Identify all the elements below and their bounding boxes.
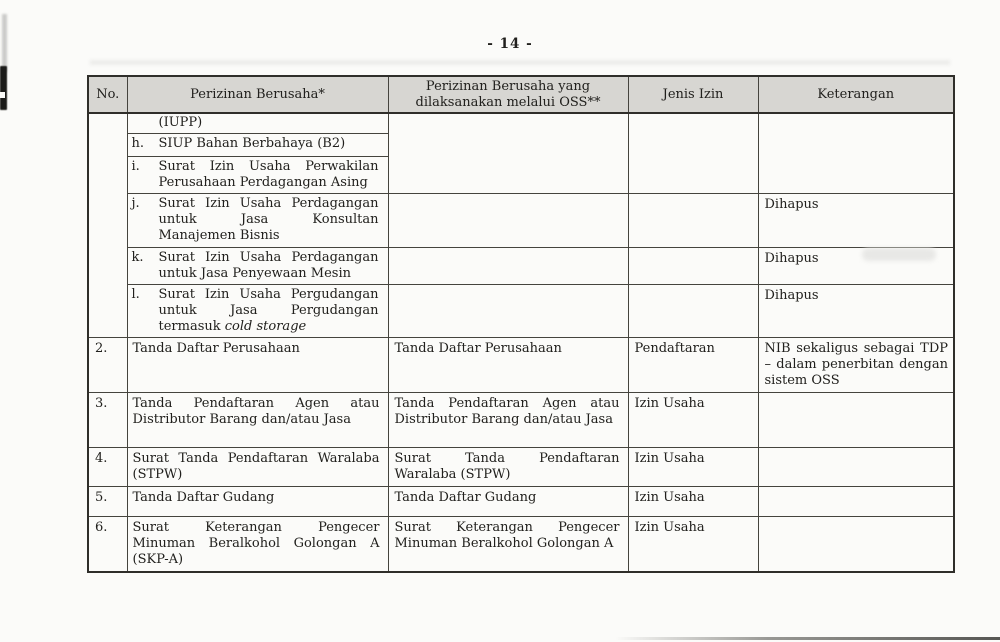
subitem-text: (IUPP)	[158, 115, 203, 130]
row-perizinan: Surat Keterangan Pengecer Minuman Beralkohol Golongan A (SKP-A)	[127, 517, 388, 573]
row-jenis-izin: Izin Usaha	[628, 517, 758, 573]
row-no: 2.	[88, 338, 127, 393]
subitem-h-cell	[127, 134, 388, 157]
col-header-keterangan: Keterangan	[758, 76, 954, 113]
subitem-text: Surat Izin Usaha Perdagangan untuk Jasa Penyewaan Mesin	[158, 250, 379, 281]
scan-artifact-smudge	[862, 248, 936, 261]
table-row-subitem-j	[88, 194, 954, 248]
row-keterangan	[758, 517, 954, 573]
subitem-label: i.	[131, 159, 140, 174]
subitem-i-cell	[127, 157, 388, 194]
subitem-l-cell	[127, 285, 388, 338]
perizinan-berusaha-table	[87, 75, 955, 573]
table-row-5	[88, 487, 954, 517]
subitem-text: Surat Izin Usaha Pergudangan untuk Jasa Pergudangan termasuk cold storage	[158, 287, 379, 334]
subitem-label: h.	[131, 136, 145, 151]
table-header-row	[88, 76, 954, 113]
table-row-4	[88, 448, 954, 487]
subitem-label: l.	[131, 287, 140, 302]
subitem-k-jenis-cell	[628, 248, 758, 285]
row-no: 6.	[88, 517, 127, 573]
row1-keterangan-cell	[758, 113, 954, 194]
row1-no-cell	[88, 113, 127, 338]
row1-jenis-cell	[628, 113, 758, 194]
subitem-j-oss-cell	[388, 194, 628, 248]
col-header-jenis-izin: Jenis Izin	[628, 76, 758, 113]
subitem-label: k.	[131, 250, 144, 265]
subitem-text: Surat Izin Usaha Perwakilan Perusahaan Perdagangan Asing	[158, 159, 379, 190]
row-jenis-izin: Pendaftaran	[628, 338, 758, 393]
subitem-l-oss-cell	[388, 285, 628, 338]
row-keterangan	[758, 393, 954, 448]
subitem-j-jenis-cell	[628, 194, 758, 248]
subitem-label	[128, 115, 159, 131]
page-number: - 14 -	[487, 36, 533, 52]
row-perizinan: Tanda Pendaftaran Agen atau Distributor Barang dan/atau Jasa	[127, 393, 388, 448]
subitem-text: Surat Izin Usaha Perdagangan untuk Jasa Konsultan Manajemen Bisnis	[158, 196, 379, 243]
row-keterangan	[758, 487, 954, 517]
subitem-l-jenis-cell	[628, 285, 758, 338]
subitem-j-cell	[127, 194, 388, 248]
row-jenis-izin: Izin Usaha	[628, 487, 758, 517]
subitem-j-keterangan-cell: Dihapus	[758, 194, 954, 248]
col-header-oss: Perizinan Berusaha yang dilaksanakan melalui OSS**	[388, 76, 628, 113]
subitem-k-cell	[127, 248, 388, 285]
row-oss: Surat Keterangan Pengecer Minuman Beralkohol Golongan A	[388, 517, 628, 573]
row-no: 5.	[88, 487, 127, 517]
table-row-2	[88, 338, 954, 393]
table-row-3	[88, 393, 954, 448]
italic-term: cold storage	[224, 319, 307, 334]
row-jenis-izin: Izin Usaha	[628, 393, 758, 448]
scan-artifact-left-bar	[0, 66, 7, 110]
scan-artifact-left-streak	[2, 14, 7, 72]
col-header-perizinan: Perizinan Berusaha*	[127, 76, 388, 113]
table-row-subitem-iupp	[88, 113, 954, 134]
row-oss: Tanda Daftar Perusahaan	[388, 338, 628, 393]
scan-artifact-left-notch	[0, 92, 5, 98]
row-keterangan	[758, 448, 954, 487]
subitem-iupp-cell	[127, 113, 388, 134]
scan-artifact-top-band	[90, 60, 950, 65]
row1-oss-cell	[388, 113, 628, 194]
row-perizinan: Tanda Daftar Perusahaan	[127, 338, 388, 393]
subitem-l-keterangan-cell: Dihapus	[758, 285, 954, 338]
row-oss: Surat Tanda Pendaftaran Waralaba (STPW)	[388, 448, 628, 487]
subitem-text: SIUP Bahan Berbahaya (B2)	[158, 136, 346, 151]
row-no: 3.	[88, 393, 127, 448]
table-row-subitem-l	[88, 285, 954, 338]
row-perizinan: Surat Tanda Pendaftaran Waralaba (STPW)	[127, 448, 388, 487]
subitem-k-oss-cell	[388, 248, 628, 285]
row-oss: Tanda Daftar Gudang	[388, 487, 628, 517]
row-no: 4.	[88, 448, 127, 487]
table-row-6	[88, 517, 954, 573]
subitem-k-keterangan-cell: Dihapus	[758, 248, 954, 285]
scan-artifact-bottom-line	[615, 637, 1000, 640]
row-oss: Tanda Pendaftaran Agen atau Distributor Barang dan/atau Jasa	[388, 393, 628, 448]
col-header-no: No.	[88, 76, 127, 113]
row-keterangan: NIB sekaligus sebagai TDP – dalam penerbitan dengan sistem OSS	[758, 338, 954, 393]
row-perizinan: Tanda Daftar Gudang	[127, 487, 388, 517]
subitem-label: j.	[131, 196, 140, 211]
table-row-subitem-k	[88, 248, 954, 285]
row-jenis-izin: Izin Usaha	[628, 448, 758, 487]
